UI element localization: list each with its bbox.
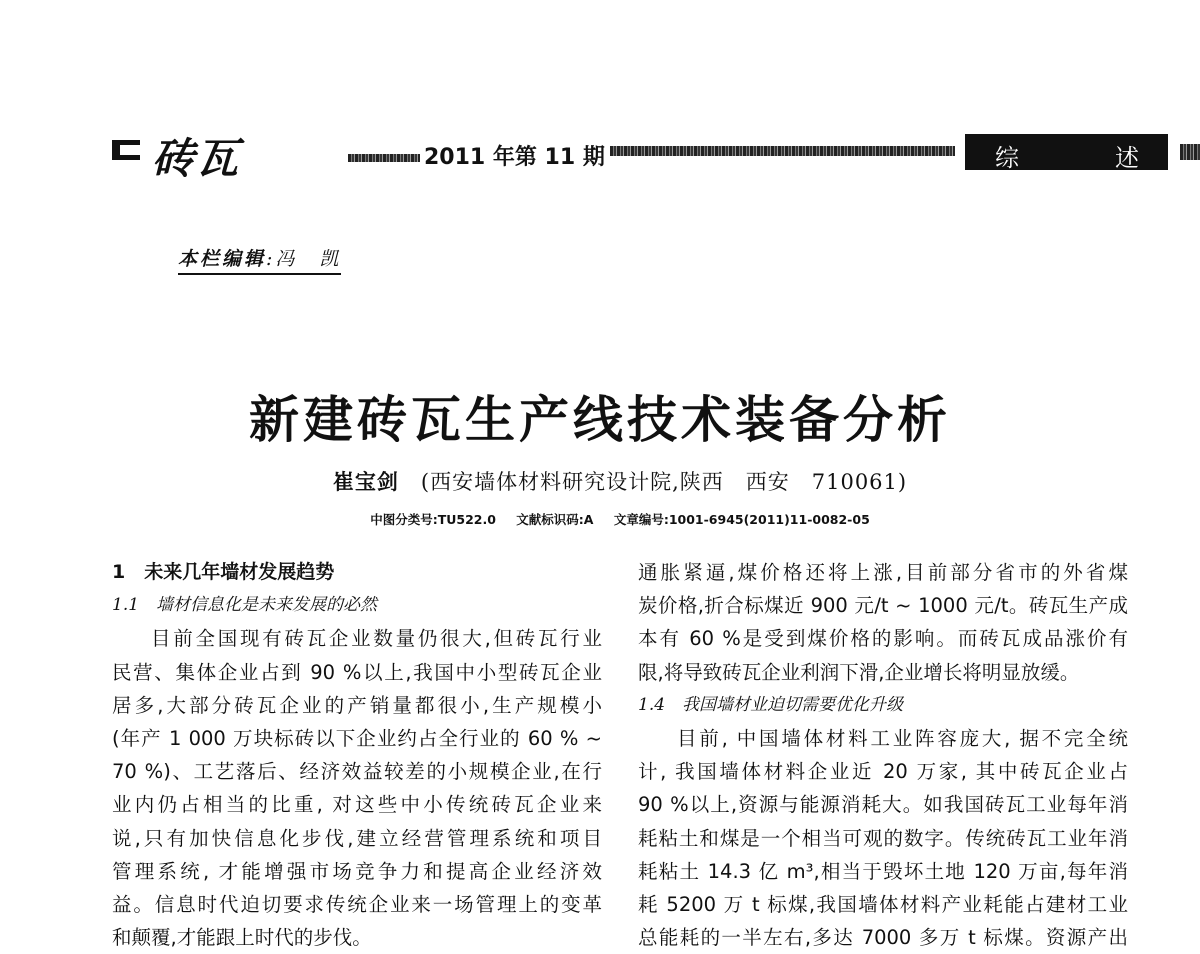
body-line: 70 %)、工艺落后、经济效益较差的小规模企业,在行 bbox=[112, 760, 602, 784]
section-tag-char: 综 bbox=[995, 144, 1019, 172]
body-line: 限,将导致砖瓦企业利润下滑,企业增长将明显放缓。 bbox=[638, 660, 1080, 684]
editor-colon: : bbox=[266, 248, 276, 270]
body-line: (年产 1 000 万块标砖以下企业约占全行业的 60 % ~ bbox=[112, 727, 602, 751]
body-line: 耗粘土 14.3 亿 m³,相当于毁坏土地 120 万亩,每年消 bbox=[638, 859, 1128, 883]
body-line: 目前, 中国墙体材料工业阵容庞大, 据不完全统 bbox=[677, 727, 1128, 751]
classification-line bbox=[0, 510, 1200, 528]
header-rule bbox=[610, 146, 955, 156]
body-line: 和颠覆,才能跟上时代的步伐。 bbox=[112, 926, 372, 950]
body-line: 本有 60 %是受到煤价格的影响。而砖瓦成品涨价有 bbox=[638, 627, 1128, 651]
body-line: 民营、集体企业占到 90 %以上,我国中小型砖瓦企业 bbox=[112, 660, 602, 684]
subsection-heading: 1.4 我国墙材业迫切需要优化升级 bbox=[638, 694, 904, 715]
article-number: 文章编号:1001-6945(2011)11-0082-05 bbox=[613, 512, 870, 527]
body-line: 计, 我国墙体材料企业近 20 万家, 其中砖瓦企业占 bbox=[638, 760, 1128, 784]
body-line: 总能耗的一半左右,多达 7000 多万 t 标煤。资源产出 bbox=[638, 926, 1128, 950]
body-line: 耗 5200 万 t 标煤,我国墙体材料产业耗能占建材工业 bbox=[638, 893, 1128, 917]
section-tag bbox=[965, 134, 1168, 170]
issue-label: 2011 年第 11 期 bbox=[424, 145, 605, 170]
clc-number: 中图分类号:TU522.0 bbox=[370, 512, 496, 527]
author-name: 崔宝剑 bbox=[332, 470, 399, 494]
body-line: 目前全国现有砖瓦企业数量仍很大,但砖瓦行业 bbox=[151, 627, 602, 651]
header-left-mark bbox=[112, 140, 140, 160]
header-rule bbox=[1180, 144, 1200, 160]
body-line: 管理系统, 才能增强市场竞争力和提高企业经济效 bbox=[112, 859, 602, 883]
section-tag-char: 述 bbox=[1115, 144, 1139, 172]
body-line: 说,只有加快信息化步伐,建立经营管理系统和项目 bbox=[112, 826, 602, 850]
left-column bbox=[112, 556, 602, 954]
body-line: 益。信息时代迫切要求传统企业来一场管理上的变革 bbox=[112, 893, 602, 917]
body-line: 90 %以上,资源与能源消耗大。如我国砖瓦工业每年消 bbox=[638, 793, 1128, 817]
author-affiliation: (西安墙体材料研究设计院,陕西 西安 710061) bbox=[420, 470, 908, 494]
body-line: 通胀紧逼,煤价格还将上涨,目前部分省市的外省煤 bbox=[638, 561, 1128, 584]
body-line: 居多,大部分砖瓦企业的产销量都很小,生产规模小 bbox=[112, 693, 602, 717]
journal-header bbox=[112, 130, 1139, 183]
body-line: 炭价格,折合标煤近 900 元/t ~ 1000 元/t。砖瓦生产成 bbox=[638, 594, 1128, 618]
body-line: 业内仍占相当的比重, 对这些中小传统砖瓦企业来 bbox=[112, 793, 602, 817]
header-rule bbox=[348, 154, 420, 162]
editor-label: 本栏编辑 bbox=[178, 248, 267, 270]
journal-logo: 砖瓦 bbox=[152, 134, 241, 183]
section-heading: 1 未来几年墙材发展趋势 bbox=[112, 561, 335, 583]
right-column bbox=[638, 556, 1128, 954]
byline bbox=[0, 466, 1200, 496]
subsection-heading: 1.1 墙材信息化是未来发展的必然 bbox=[112, 595, 378, 616]
document-code: 文献标识码:A bbox=[516, 512, 594, 527]
body-line: 耗粘土和煤是一个相当可观的数字。传统砖瓦工业年消 bbox=[638, 826, 1128, 850]
column-editor bbox=[178, 244, 341, 275]
editor-name: 冯 凯 bbox=[275, 248, 342, 270]
article-title: 新建砖瓦生产线技术装备分析 bbox=[249, 391, 951, 449]
